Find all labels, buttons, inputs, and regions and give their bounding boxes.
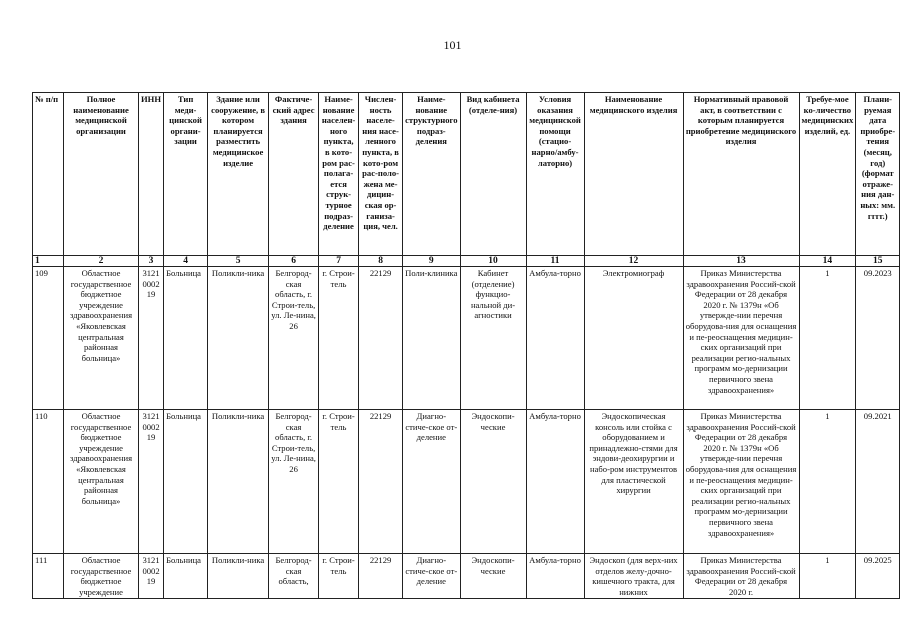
cell-building: Поликли-ника [208,410,269,554]
cell-planned-date: 09.2021 [856,410,900,554]
cell-device-name: Эндоскоп (для верх-них отделов желу-дочно-кишечного тракта, для нижних [584,554,683,599]
column-number: 10 [460,256,526,267]
cell-device-name: Электромиограф [584,267,683,410]
cell-unit: Диагно-стиче-ское от-деление [403,410,460,554]
cell-population: 22129 [359,554,403,599]
cell-unit: Поли-клиника [403,267,460,410]
table-header [33,93,900,267]
header-row [33,93,900,256]
cell-cabinet-type: Кабинет (отделение) функцио-нальной ди-агностики [460,267,526,410]
cell-cabinet-type: Эндоскопи-ческие [460,554,526,599]
page-number: 101 [443,38,462,52]
column-number: 15 [856,256,900,267]
column-number: 14 [799,256,856,267]
cell-care-conditions: Амбула-торно [526,410,584,554]
column-number: 9 [403,256,460,267]
table-body [33,267,900,599]
table-row [33,554,900,599]
cell-settlement: г. Строи-тель [319,410,359,554]
cell-address: Белгород-ская область, г. Строи-тель, ул. Ле-нина, 26 [269,410,319,554]
cell-legal-act: Приказ Министерства здравоохранения Россий-ской Федерации от 28 декабря 2020 г. № 1379н «Об утвержде-нии перечня оборудова-ния для оснащения и пе-реоснащения медицин-ских организаций при реализации регио-нальных программ мо-дернизации первичного звена здравоохранения» [683,267,799,410]
header-cell-care-conditions: Условия оказания медицинской помощи (стацио-нарно/амбу-латорно) [526,93,584,256]
column-number: 12 [584,256,683,267]
cell-settlement: г. Строи-тель [319,554,359,599]
table-row [33,267,900,410]
cell-org-name: Областное государственное бюджетное учреждение здравоохранения «Яковлевская центральная районная больница» [64,410,139,554]
column-number: 11 [526,256,584,267]
column-number: 7 [319,256,359,267]
column-number: 8 [359,256,403,267]
cell-care-conditions: Амбула-торно [526,554,584,599]
table-row [33,410,900,554]
header-cell-settlement: Наиме-нование населен-ного пункта, в кото-ром рас-полага-ется струк-турное подраз-деление [319,93,359,256]
cell-unit: Диагно-стиче-ское от-деление [403,554,460,599]
cell-quantity: 1 [799,267,856,410]
header-cell-device-name: Наименование медицинского изделия [584,93,683,256]
cell-row-number: 111 [33,554,64,599]
cell-cabinet-type: Эндоскопи-ческие [460,410,526,554]
header-cell-building: Здание или сооружение, в котором планируется разместить медицинское изделие [208,93,269,256]
header-cell-quantity: Требуе-мое ко-личество медицинских изделий, ед. [799,93,856,256]
cell-org-type: Больница [164,554,208,599]
column-number: 4 [164,256,208,267]
header-cell-address: Фактиче-ский адрес здания [269,93,319,256]
cell-address: Белгород-ская область, г. Строи-тель, ул. Ле-нина, 26 [269,267,319,410]
cell-settlement: г. Строи-тель [319,267,359,410]
column-number: 6 [269,256,319,267]
column-number: 13 [683,256,799,267]
cell-quantity: 1 [799,554,856,599]
cell-org-name: Областное государственное бюджетное учреждение [64,554,139,599]
cell-org-type: Больница [164,267,208,410]
equipment-table-container [32,92,900,599]
header-cell-unit: Наиме-нование структурного подраз-деления [403,93,460,256]
column-number-row [33,256,900,267]
cell-inn: 3121000219 [139,410,164,554]
cell-planned-date: 09.2025 [856,554,900,599]
cell-building: Поликли-ника [208,554,269,599]
cell-address: Белгород-ская область, [269,554,319,599]
cell-planned-date: 09.2023 [856,267,900,410]
cell-population: 22129 [359,267,403,410]
column-number: 5 [208,256,269,267]
header-cell-inn: ИНН [139,93,164,256]
cell-building: Поликли-ника [208,267,269,410]
column-number: 3 [139,256,164,267]
cell-quantity: 1 [799,410,856,554]
cell-inn: 3121000219 [139,267,164,410]
header-cell-planned-date: Плани-руемая дата приобре-тения (месяц, год) (формат отраже-ния дан-ных: мм. гггг.) [856,93,900,256]
cell-population: 22129 [359,410,403,554]
header-cell-org-name: Полное наименование медицинской организации [64,93,139,256]
cell-row-number: 109 [33,267,64,410]
column-number: 2 [64,256,139,267]
cell-legal-act: Приказ Министерства здравоохранения Россий-ской Федерации от 28 декабря 2020 г. [683,554,799,599]
header-cell-legal-act: Нормативный правовой акт, в соответствии с которым планируется приобретение медицинского изделия [683,93,799,256]
cell-org-type: Больница [164,410,208,554]
column-number: 1 [33,256,64,267]
cell-inn: 3121000219 [139,554,164,599]
cell-row-number: 110 [33,410,64,554]
cell-legal-act: Приказ Министерства здравоохранения Россий-ской Федерации от 28 декабря 2020 г. № 1379н «Об утвержде-нии перечня оборудова-ния для оснащения и пе-реоснащения медицин-ских организаций при реализации регио-нальных программ мо-дернизации первичного звена здравоохранения» [683,410,799,554]
header-cell-cabinet-type: Вид кабинета (отделе-ния) [460,93,526,256]
equipment-table [32,92,900,599]
header-cell-population: Числен-ность населе-ния насе-ленного пункта, в кото-ром рас-поло-жена ме-дицин-ская ор-ганиза-ция, чел. [359,93,403,256]
header-cell-org-type: Тип меди-цинской органи-зации [164,93,208,256]
cell-device-name: Эндоскопическая консоль или стойка с оборудованием и принадлежно-стями для эндови-деохирургии и набо-ром инструментов для пластической хирургии [584,410,683,554]
header-cell-number: № п/п [33,93,64,256]
cell-org-name: Областное государственное бюджетное учреждение здравоохранения «Яковлевская центральная районная больница» [64,267,139,410]
cell-care-conditions: Амбула-торно [526,267,584,410]
